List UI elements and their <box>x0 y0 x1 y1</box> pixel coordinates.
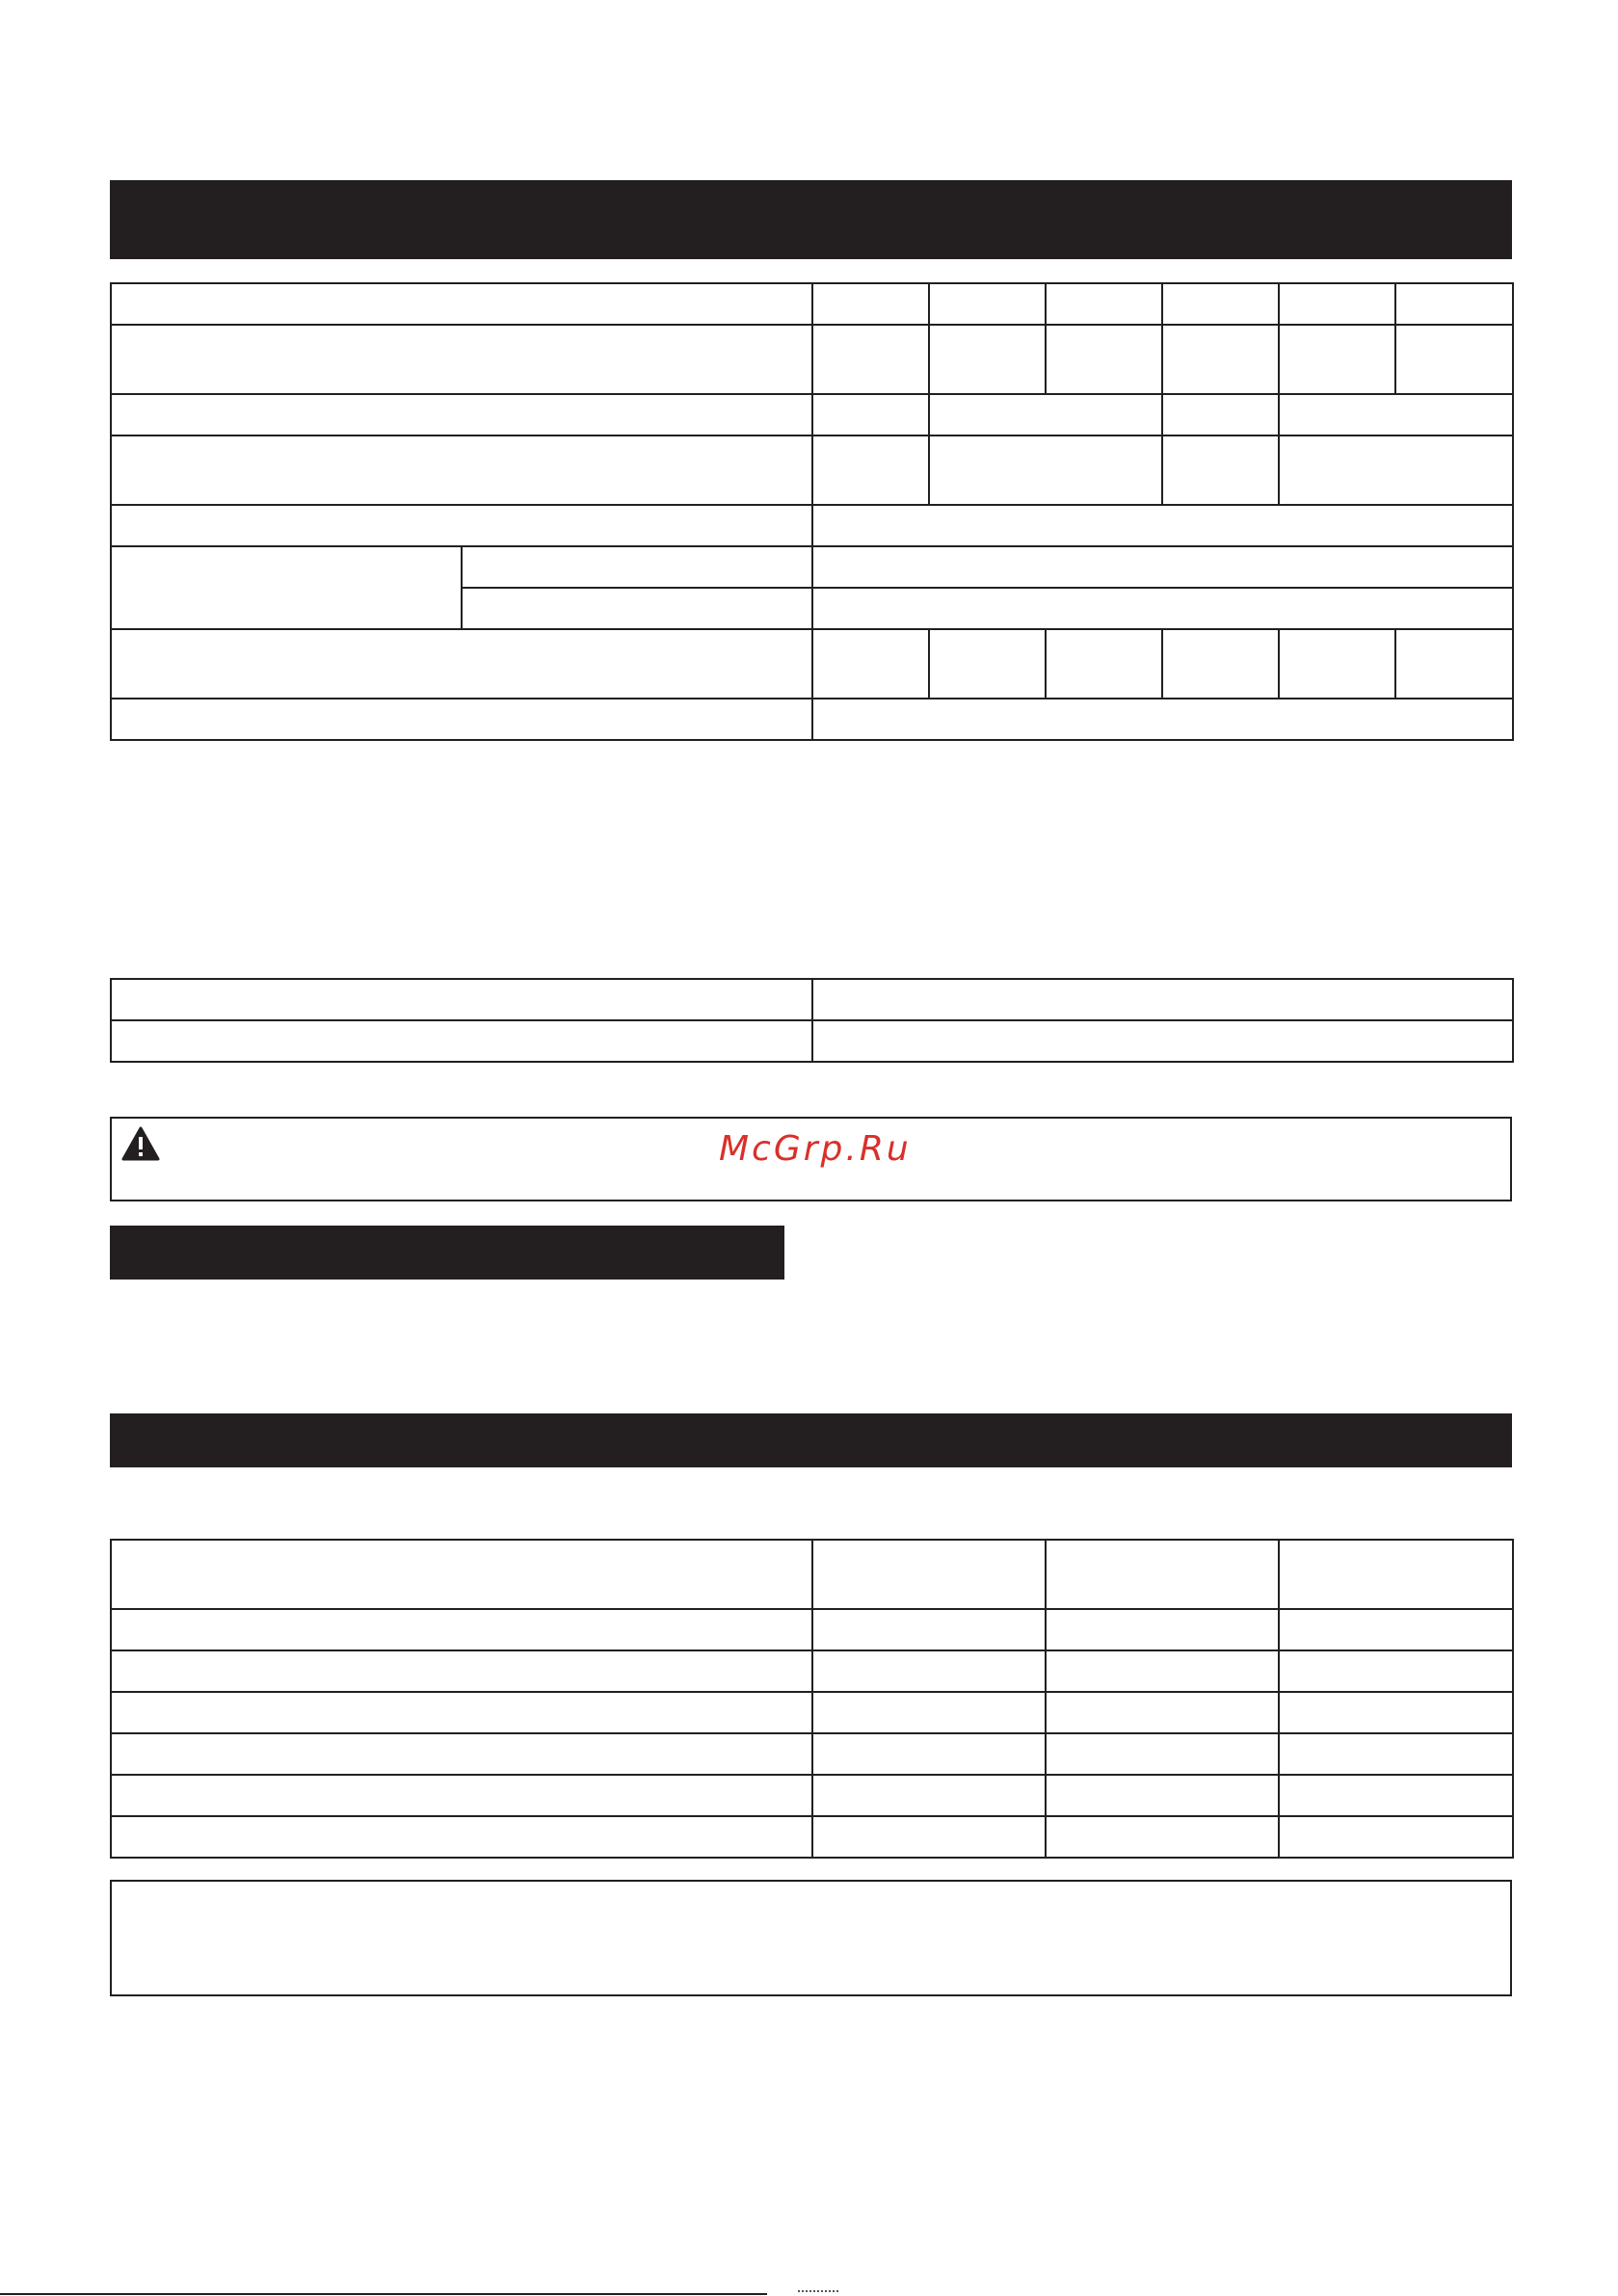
spec-cell-label <box>111 629 812 699</box>
watermark-text: McGrp.Ru <box>719 1129 912 1169</box>
spec-cell <box>1395 325 1513 394</box>
lower-cell-label <box>111 1733 812 1775</box>
spec-cell-label <box>111 699 812 740</box>
warning-triangle-icon <box>121 1126 160 1161</box>
lower-cell <box>1279 1775 1513 1816</box>
lower-cell <box>1279 1609 1513 1650</box>
spec-cell <box>1046 283 1162 325</box>
spec-cell <box>1279 394 1513 435</box>
spec-row <box>111 325 1513 394</box>
lower-cell <box>1046 1733 1279 1775</box>
spec-cell <box>1395 283 1513 325</box>
spec-cell-group-label <box>111 546 462 629</box>
spec-cell <box>812 505 1513 546</box>
spec-cell-sublabel <box>462 546 812 588</box>
spec-cell <box>1162 325 1279 394</box>
lower-cell <box>812 1650 1046 1692</box>
info-cell-value <box>812 979 1513 1020</box>
info-cell-label <box>111 1020 812 1062</box>
specifications-table <box>110 282 1514 741</box>
section-header-bar-top <box>110 180 1512 259</box>
note-box <box>110 1880 1512 1996</box>
spec-cell <box>812 325 929 394</box>
lower-cell-label <box>111 1540 812 1609</box>
spec-cell <box>1046 325 1162 394</box>
lower-cell <box>812 1733 1046 1775</box>
lower-cell <box>1279 1816 1513 1858</box>
lower-row <box>111 1733 1513 1775</box>
lower-cell-label <box>111 1775 812 1816</box>
spec-row <box>111 546 1513 588</box>
spec-cell <box>1279 629 1395 699</box>
spec-cell <box>1395 629 1513 699</box>
spec-cell-label <box>111 505 812 546</box>
spec-cell <box>812 435 929 505</box>
spec-cell <box>1046 629 1162 699</box>
lower-row <box>111 1816 1513 1858</box>
spec-row <box>111 435 1513 505</box>
section-header-bar-bottom <box>110 1413 1512 1467</box>
info-table <box>110 978 1514 1063</box>
spec-row <box>111 505 1513 546</box>
spec-cell <box>1279 325 1395 394</box>
spec-cell <box>929 435 1162 505</box>
spec-row <box>111 699 1513 740</box>
spec-cell <box>929 283 1046 325</box>
lower-cell <box>1279 1733 1513 1775</box>
footer-page-mark <box>798 2290 838 2296</box>
lower-cell <box>1046 1775 1279 1816</box>
lower-cell-label <box>111 1692 812 1733</box>
spec-cell <box>812 629 929 699</box>
lower-cell <box>812 1775 1046 1816</box>
spec-cell-label <box>111 435 812 505</box>
spec-cell-label <box>111 283 812 325</box>
spec-cell <box>1162 629 1279 699</box>
lower-table <box>110 1539 1514 1859</box>
spec-cell <box>812 588 1513 629</box>
lower-cell-label <box>111 1816 812 1858</box>
lower-row <box>111 1650 1513 1692</box>
spec-cell <box>812 546 1513 588</box>
spec-cell-label <box>111 325 812 394</box>
lower-cell-label <box>111 1650 812 1692</box>
lower-cell <box>812 1692 1046 1733</box>
spec-cell <box>1162 435 1279 505</box>
spec-cell <box>1279 435 1513 505</box>
lower-row <box>111 1692 1513 1733</box>
lower-row <box>111 1775 1513 1816</box>
lower-header-row <box>111 1540 1513 1609</box>
spec-cell <box>1162 394 1279 435</box>
spec-row-model <box>111 283 1513 325</box>
lower-cell <box>1279 1692 1513 1733</box>
info-cell-value <box>812 1020 1513 1062</box>
spec-cell <box>1279 283 1395 325</box>
lower-cell <box>1046 1692 1279 1733</box>
lower-row <box>111 1609 1513 1650</box>
lower-cell <box>1046 1540 1279 1609</box>
spec-cell <box>929 629 1046 699</box>
spec-cell-label <box>111 394 812 435</box>
info-cell-label <box>111 979 812 1020</box>
lower-cell <box>1046 1609 1279 1650</box>
lower-cell <box>812 1609 1046 1650</box>
lower-cell <box>812 1540 1046 1609</box>
lower-cell <box>1279 1650 1513 1692</box>
spec-cell <box>812 394 929 435</box>
info-row <box>111 1020 1513 1062</box>
spec-cell <box>1162 283 1279 325</box>
spec-cell-sublabel <box>462 588 812 629</box>
spec-cell <box>929 325 1046 394</box>
lower-cell <box>812 1816 1046 1858</box>
spec-cell <box>929 394 1162 435</box>
lower-cell <box>1046 1816 1279 1858</box>
spec-row <box>111 629 1513 699</box>
lower-cell-label <box>111 1609 812 1650</box>
section-header-bar-half <box>110 1226 784 1280</box>
lower-cell <box>1046 1650 1279 1692</box>
spec-cell <box>812 699 1513 740</box>
spec-row <box>111 394 1513 435</box>
info-row <box>111 979 1513 1020</box>
lower-cell <box>1279 1540 1513 1609</box>
spec-cell <box>812 283 929 325</box>
